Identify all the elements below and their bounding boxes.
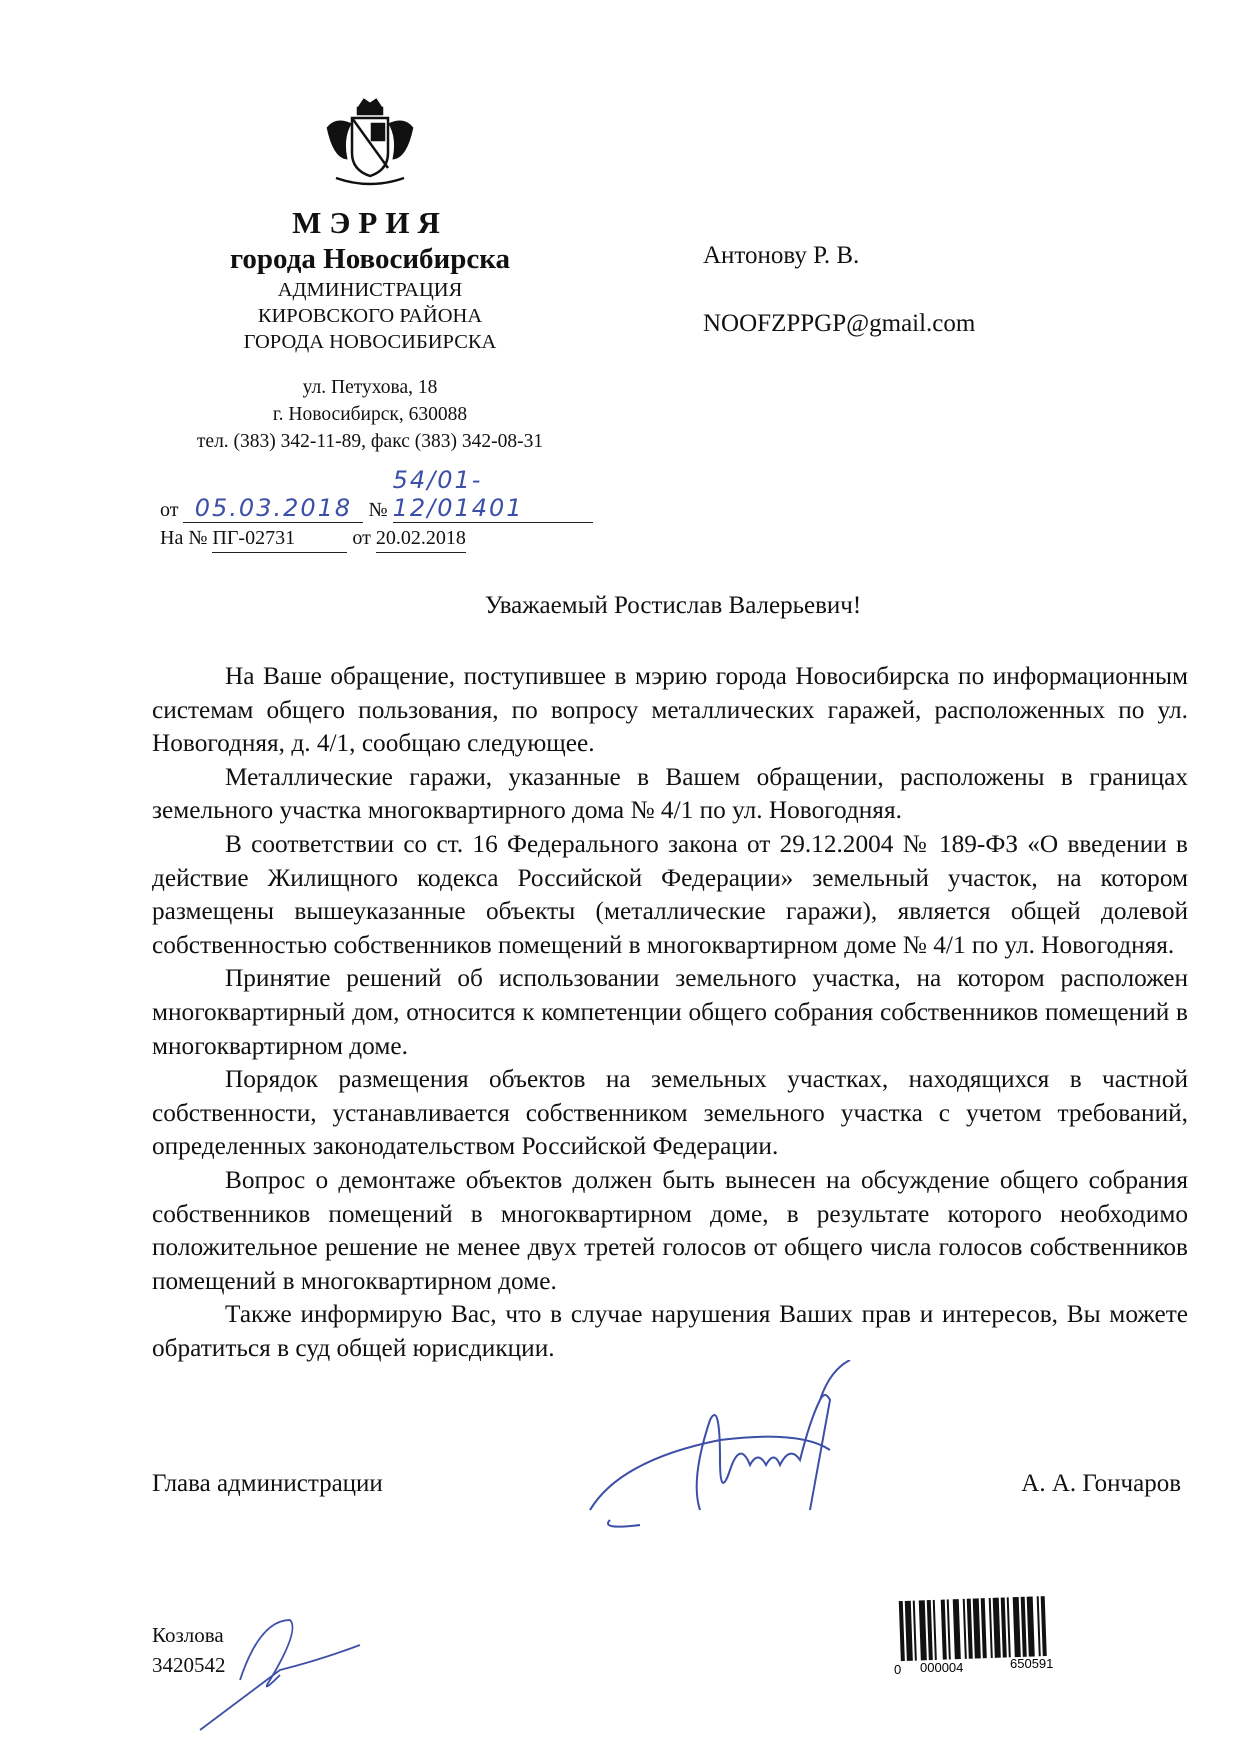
paragraph: Порядок размещения объектов на земельных участках, находящихся в частной собственности, устанавливается собственником земельного участка с учетом требований, определенных законодательством Российской Федерации. <box>152 1065 1188 1161</box>
barcode-bar <box>927 1600 933 1660</box>
barcode-bar <box>1027 1596 1035 1656</box>
addressee-name: Антонову Р. В. <box>703 242 860 269</box>
barcode-bar <box>981 1598 987 1658</box>
handwritten-number: 54/01-12/01401 <box>393 466 593 523</box>
barcode-bar <box>1013 1597 1021 1657</box>
coat-of-arms-emblem <box>322 98 418 188</box>
barcode-bar <box>947 1599 951 1659</box>
address-line: тел. (383) 342-11-89, факс (383) 342-08-31 <box>196 431 544 452</box>
barcode-bar <box>989 1598 993 1658</box>
addressee-email: NOOFZPPGP@gmail.com <box>703 310 976 337</box>
paragraph: Также информирую Вас, что в случае нарушения Ваших прав и интересов, Вы можете обратиться в суд общей юрисдикции. <box>152 1300 1188 1362</box>
barcode-bar <box>1021 1597 1027 1657</box>
document-references <box>160 466 593 553</box>
letter-body <box>152 660 1188 1365</box>
barcode-bar <box>967 1599 973 1659</box>
organization-header <box>140 205 600 355</box>
incoming-ref <box>160 524 593 553</box>
reply-from-label: от <box>352 527 371 549</box>
barcode-bar <box>933 1600 937 1660</box>
barcode-bar <box>1001 1597 1007 1657</box>
reply-number: ПГ-02731 <box>212 524 347 553</box>
org-title: МЭРИЯ <box>292 205 448 240</box>
outgoing-ref <box>160 466 593 524</box>
addressee <box>703 222 975 358</box>
barcode-bar <box>941 1600 947 1660</box>
admin-line: АДМИНИСТРАЦИЯ <box>277 279 463 301</box>
barcode-bar <box>963 1599 967 1659</box>
signatory-name: А. А. Гончаров <box>1021 1470 1181 1497</box>
barcode-bar <box>1037 1596 1041 1656</box>
paragraph: Металлические гаражи, указанные в Вашем обращении, расположены в границах земельного участка многоквартирного дома № 4/1 по ул. Новогодняя. <box>152 762 1188 825</box>
salutation: Уважаемый Ростислав Валерьевич! <box>484 592 862 619</box>
paragraph: На Ваше обращение, поступившее в мэрию города Новосибирска по информационным системам общего пользования, по вопросу металлических гаражей, расположенных по ул. Новогодняя, д. 4/1, сообщаю следующее. <box>152 662 1188 758</box>
barcode-bar <box>973 1598 981 1658</box>
paragraph: В соответствии со ст. 16 Федерального закона от 29.12.2004 № 189-ФЗ «О введении в действие Жилищного кодекса Российской Федерации» земельный участок, на котором размещены вышеуказанные объекты (металлические гаражи), является общей долевой собственностью собственников помещений в многоквартирном доме № 4/1 по ул. Новогодняя. <box>152 829 1188 959</box>
handwritten-signature <box>580 1360 900 1540</box>
barcode-bar <box>913 1601 917 1661</box>
admin-line: ГОРОДА НОВОСИБИРСКА <box>243 331 497 353</box>
barcode-middle-digits: 000004 <box>920 1660 964 1675</box>
executor-initials-signature <box>180 1600 380 1740</box>
barcode-bar <box>953 1599 961 1659</box>
barcode-bar <box>905 1601 913 1661</box>
barcode-bar <box>993 1598 1001 1658</box>
signatory-position: Глава администрации <box>152 1470 383 1497</box>
executor-phone: 3420542 <box>152 1653 226 1677</box>
reply-date: 20.02.2018 <box>376 524 466 553</box>
barcode-left-digit: 0 <box>894 1662 902 1677</box>
paragraph: Вопрос о демонтаже объектов должен быть вынесен на обсуждение общего собрания собственников помещений в многоквартирном доме, в результате которого необходимо положительное решение не менее двух третей голосов от общего числа голосов собственников помещений в многоквартирном доме. <box>152 1165 1188 1295</box>
barcode-bar <box>899 1601 905 1661</box>
barcode-bar <box>1041 1596 1047 1656</box>
from-label: от <box>160 499 179 521</box>
handwritten-date: 05.03.2018 <box>183 494 363 523</box>
barcode-right-digits: 650591 <box>1010 1656 1054 1671</box>
number-label: № <box>368 499 388 521</box>
address-line: ул. Петухова, 18 <box>302 377 438 398</box>
admin-line: КИРОВСКОГО РАЙОНА <box>257 305 483 327</box>
barcode <box>890 1590 1090 1680</box>
barcode-bar <box>919 1600 927 1660</box>
paragraph: Принятие решений об использовании земельного участка, на котором расположен многоквартирный дом, относится к компетенции общего собрания собственников помещений в многоквартирном доме. <box>152 964 1188 1060</box>
address-line: г. Новосибирск, 630088 <box>272 404 468 425</box>
org-city: города Новосибирска <box>229 243 511 275</box>
org-address <box>140 374 600 455</box>
reply-label: На № <box>160 527 208 549</box>
executor-name: Козлова <box>152 1623 224 1647</box>
barcode-bar <box>1007 1597 1011 1657</box>
